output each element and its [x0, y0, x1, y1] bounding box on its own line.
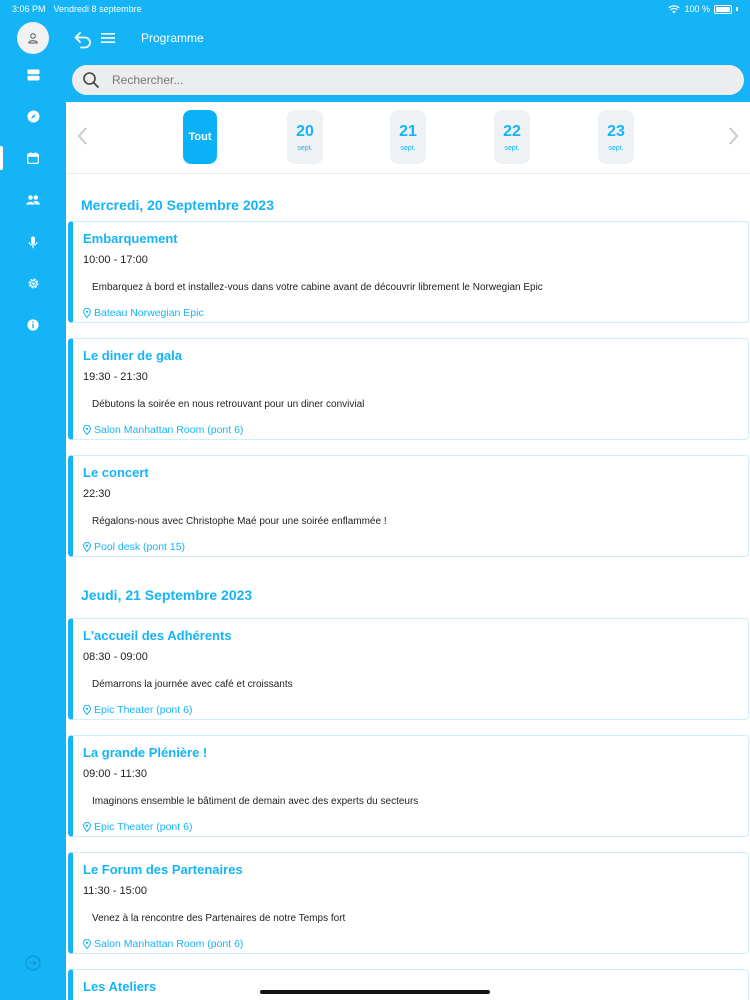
- info-icon: [27, 319, 39, 331]
- event-time: 10:00 - 17:00: [83, 254, 148, 266]
- sidebar-item-layers[interactable]: [0, 61, 66, 89]
- event-location-label: Bateau Norwegian Epic: [94, 307, 204, 319]
- event-location-label: Epic Theater (pont 6): [94, 704, 193, 716]
- date-chip-day: 22: [503, 122, 521, 140]
- sidebar-item-settings[interactable]: [0, 269, 66, 297]
- date-chip-22[interactable]: [494, 110, 530, 164]
- event-title: La grande Plénière !: [83, 745, 208, 760]
- search-icon: [82, 71, 100, 89]
- home-indicator: [260, 990, 490, 994]
- calendar-icon: [27, 152, 39, 164]
- sidebar-item-info[interactable]: [0, 311, 66, 339]
- date-chip-month: sept.: [504, 144, 520, 152]
- event-location-label: Salon Manhattan Room (pont 6): [94, 424, 244, 436]
- date-chip-month: sept.: [400, 144, 416, 152]
- status-date: Vendredi 8 septembre: [53, 4, 142, 14]
- event-card[interactable]: [68, 969, 749, 1000]
- status-time: 3:06 PM: [12, 4, 46, 14]
- date-chip-day: 23: [607, 122, 625, 140]
- logout-icon: [25, 955, 41, 971]
- page-title: Programme: [141, 31, 204, 45]
- top-bar: [66, 18, 750, 102]
- sidebar-item-explore[interactable]: [0, 102, 66, 130]
- date-filter-bar: [66, 102, 750, 174]
- event-description: Venez à la rencontre des Partenaires de notre Temps fort: [92, 913, 346, 924]
- event-location: [83, 541, 185, 553]
- event-card[interactable]: [68, 735, 749, 837]
- date-chip-all-label: Tout: [188, 131, 212, 143]
- search-bar[interactable]: [72, 65, 744, 95]
- event-title: L'accueil des Adhérents: [83, 628, 232, 643]
- event-description: Débutons la soirée en nous retrouvant pour un diner convivial: [92, 399, 365, 410]
- status-bar: [0, 0, 750, 18]
- sidebar: [0, 0, 66, 1000]
- user-icon: [27, 32, 39, 44]
- event-location-label: Pool desk (pont 15): [94, 541, 186, 553]
- date-chip-month: sept.: [608, 144, 624, 152]
- sidebar-item-people[interactable]: [0, 186, 66, 214]
- event-card[interactable]: [68, 618, 749, 720]
- event-location-label: Epic Theater (pont 6): [94, 821, 193, 833]
- search-input[interactable]: [112, 73, 712, 87]
- sidebar-item-speakers[interactable]: [0, 228, 66, 256]
- chevron-left-icon[interactable]: [76, 124, 90, 148]
- event-description: Régalons-nous avec Christophe Maé pour une soirée enflammée !: [92, 516, 387, 527]
- event-time: 08:30 - 09:00: [83, 651, 148, 663]
- location-pin-icon: [83, 939, 91, 949]
- event-location: [83, 704, 192, 716]
- microphone-icon: [28, 236, 38, 249]
- date-chip-day: 21: [399, 122, 417, 140]
- event-location: [83, 424, 243, 436]
- event-description: Imaginons ensemble le bâtiment de demain avec des experts du secteurs: [92, 796, 419, 807]
- user-avatar-button[interactable]: [17, 22, 49, 54]
- compass-icon: [27, 110, 40, 123]
- date-chip-21[interactable]: [390, 110, 426, 164]
- date-chip-23[interactable]: [598, 110, 634, 164]
- wifi-icon: [668, 5, 680, 14]
- location-pin-icon: [83, 308, 91, 318]
- date-chip-20[interactable]: [287, 110, 323, 164]
- day-heading: Jeudi, 21 Septembre 2023: [81, 587, 253, 603]
- location-pin-icon: [83, 425, 91, 435]
- event-card[interactable]: [68, 221, 749, 323]
- event-card[interactable]: [68, 338, 749, 440]
- status-right: [668, 4, 738, 14]
- settings-icon: [27, 277, 40, 290]
- people-icon: [26, 195, 40, 205]
- event-time: 22:30: [83, 488, 111, 500]
- event-title: Le concert: [83, 465, 149, 480]
- battery-percent: 100 %: [684, 4, 710, 14]
- menu-icon[interactable]: [100, 30, 116, 46]
- event-card[interactable]: [68, 852, 749, 954]
- event-time: 11:30 - 15:00: [83, 885, 148, 897]
- location-pin-icon: [83, 542, 91, 552]
- event-title: Le diner de gala: [83, 348, 182, 363]
- event-list: [66, 175, 750, 1000]
- event-description: Embarquez à bord et installez-vous dans votre cabine avant de découvrir librement le Norwegian Epic: [92, 282, 543, 293]
- day-heading: Mercredi, 20 Septembre 2023: [81, 197, 274, 213]
- location-pin-icon: [83, 822, 91, 832]
- event-card[interactable]: [68, 455, 749, 557]
- event-time: 19:30 - 21:30: [83, 371, 148, 383]
- sidebar-item-logout[interactable]: [0, 949, 66, 977]
- event-location-label: Salon Manhattan Room (pont 6): [94, 938, 244, 950]
- chevron-right-icon[interactable]: [726, 124, 740, 148]
- layers-icon: [27, 69, 40, 81]
- date-chip-day: 20: [296, 122, 314, 140]
- event-location: [83, 307, 204, 319]
- sidebar-item-calendar[interactable]: [0, 144, 66, 172]
- event-title: Embarquement: [83, 231, 178, 246]
- event-time: 09:00 - 11:30: [83, 768, 148, 780]
- battery-tip: [736, 7, 738, 11]
- event-location: [83, 821, 192, 833]
- back-icon[interactable]: [72, 28, 94, 50]
- date-chip-all[interactable]: [183, 110, 217, 164]
- location-pin-icon: [83, 705, 91, 715]
- battery-icon: [714, 5, 732, 14]
- date-chip-month: sept.: [297, 144, 313, 152]
- event-location: [83, 938, 243, 950]
- event-title: Le Forum des Partenaires: [83, 862, 243, 877]
- event-title: Les Ateliers: [83, 979, 157, 994]
- event-description: Démarrons la journée avec café et croissants: [92, 679, 293, 690]
